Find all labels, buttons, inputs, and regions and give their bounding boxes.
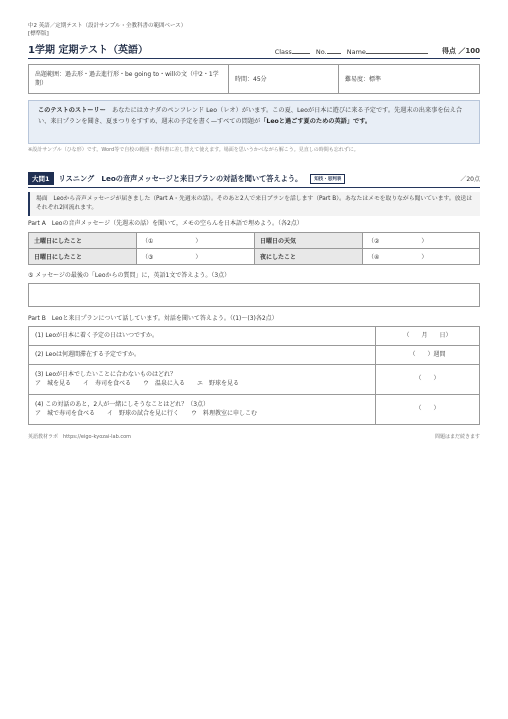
question-2: (2) Leoは何週間滞在する予定ですか。 [35, 350, 141, 358]
answer-3[interactable]: （ ） [376, 364, 480, 394]
table-row [29, 394, 480, 424]
part-a-instruction: Part A Leoの音声メッセージ（先週末の話）を聞いて，メモの空らんを日本語で埋めよう。（各2点） [28, 219, 303, 227]
exam-info-table [28, 64, 480, 94]
table-row [29, 364, 480, 394]
memo-label: 土曜日にしたこと [29, 232, 137, 248]
section1-tag: 知技・思判表 [310, 174, 345, 184]
question-text [29, 364, 376, 394]
question-3: (3) Leoが日本でしたいことに合わないものはどれ？ [35, 370, 177, 378]
story-lead: このテストのストーリー [38, 107, 106, 114]
student-fields [275, 48, 428, 56]
story-box [28, 100, 480, 144]
memo-table [28, 232, 480, 265]
question-text [29, 394, 376, 424]
footer-continue: 問題はまだ続きます [434, 433, 480, 440]
footer [28, 433, 480, 440]
table-row [29, 248, 480, 264]
section1-header [28, 173, 480, 185]
design-note: ※設計サンプル（ひな形）です。Word等で自校の範囲・教科書に差し替えて使えます。場面を思いうかべながら解こう。見直しの時間も忘れずに。 [28, 147, 359, 153]
question-text [29, 326, 376, 345]
time-cell: 時間：45分 [229, 65, 339, 93]
part-b-instruction: Part B Leoと来日プランについて話しています。対話を聞いて答えよう。（(1)～(3)各2点） [28, 314, 278, 322]
memo-answer-3[interactable]: （③ ） [137, 248, 255, 264]
version-label: [標準版] [28, 31, 49, 37]
table-row [29, 326, 480, 345]
table-row [29, 345, 480, 364]
part-b-table [28, 326, 480, 425]
class-label: Class [274, 48, 292, 56]
memo-label: 夜にしたこと [255, 248, 363, 264]
answer-1[interactable]: （ 月 日） [376, 326, 480, 345]
section1-title: リスニング Leoの音声メッセージと来日プランの対話を聞いて答えよう。 [58, 173, 303, 183]
no-label: No. [315, 48, 327, 56]
series-label: 中2 英語／定期テスト（設計サンプル・全教科書の範囲ベース） [28, 23, 187, 29]
title-row [28, 40, 480, 56]
class-field[interactable] [292, 48, 310, 54]
question-5: ⑤ メッセージの最後の「Leoからの質問」に，英語1文で答えよう。（3点） [28, 271, 231, 279]
memo-answer-2[interactable]: （② ） [363, 232, 480, 248]
scope-cell: 出題範囲：過去形・過去進行形・be going to・willの文（中2・1学期） [29, 65, 229, 93]
name-label: Name [346, 48, 366, 56]
table-row [29, 232, 480, 248]
name-field[interactable] [366, 48, 428, 54]
memo-label: 日曜日にしたこと [29, 248, 137, 264]
section1-badge: 大問1 [28, 172, 54, 185]
question-4: (4) この対話のあと，2人が一緒にしそうなことはどれ？（3点） [35, 400, 210, 408]
exam-page [28, 22, 480, 440]
section1-points: ／20点 [460, 176, 480, 183]
story-body: あなたにはカナダのペンフレンド Leo（レオ）がいます。この夏、Leoが日本に遊びに来る予定です。先週末の出来事を伝え合い、来日プランを聞き、夏まつりをすすめ、週末の予定を書く—すべての問題が [38, 107, 463, 125]
page-title: 1学期 定期テスト（英語） [28, 45, 149, 56]
score-label: 得点 ／100 [441, 47, 480, 55]
difficulty-cell: 難易度：標準 [345, 75, 382, 83]
question-1: (1) Leoが日本に着く予定の日はいつですか。 [35, 331, 159, 339]
question-4-options: ア 城で寿司を食べる イ 野球の試合を見に行く ウ 料理教室に申しこむ [35, 410, 258, 417]
answer-box-5[interactable] [28, 283, 480, 307]
footer-site: 英語教材ラボ https://eigo-kyozai-lab.com [28, 433, 132, 440]
scene-box: 場面 Leoから音声メッセージが届きました（Part A・先週末の話）。そのあと2人で来日プランを話します（Part B）。あなたはメモを取りながら聞いています。放送はそれぞれ2回流れます。 [28, 192, 480, 216]
no-field[interactable] [327, 48, 341, 54]
question-3-options: ア 城を見る イ 寿司を食べる ウ 温泉に入る エ 野球を見る [35, 380, 240, 387]
question-text [29, 345, 376, 364]
title-divider [28, 58, 480, 59]
memo-answer-4[interactable]: （④ ） [363, 248, 480, 264]
answer-2[interactable]: （ ）週間 [376, 345, 480, 364]
answer-4[interactable]: （ ） [376, 394, 480, 424]
memo-answer-1[interactable]: （① ） [137, 232, 255, 248]
section1-divider [28, 187, 480, 188]
story-end: 「Leoと過ごす夏のための英語」です。 [260, 117, 372, 125]
memo-label: 日曜日の天気 [255, 232, 363, 248]
